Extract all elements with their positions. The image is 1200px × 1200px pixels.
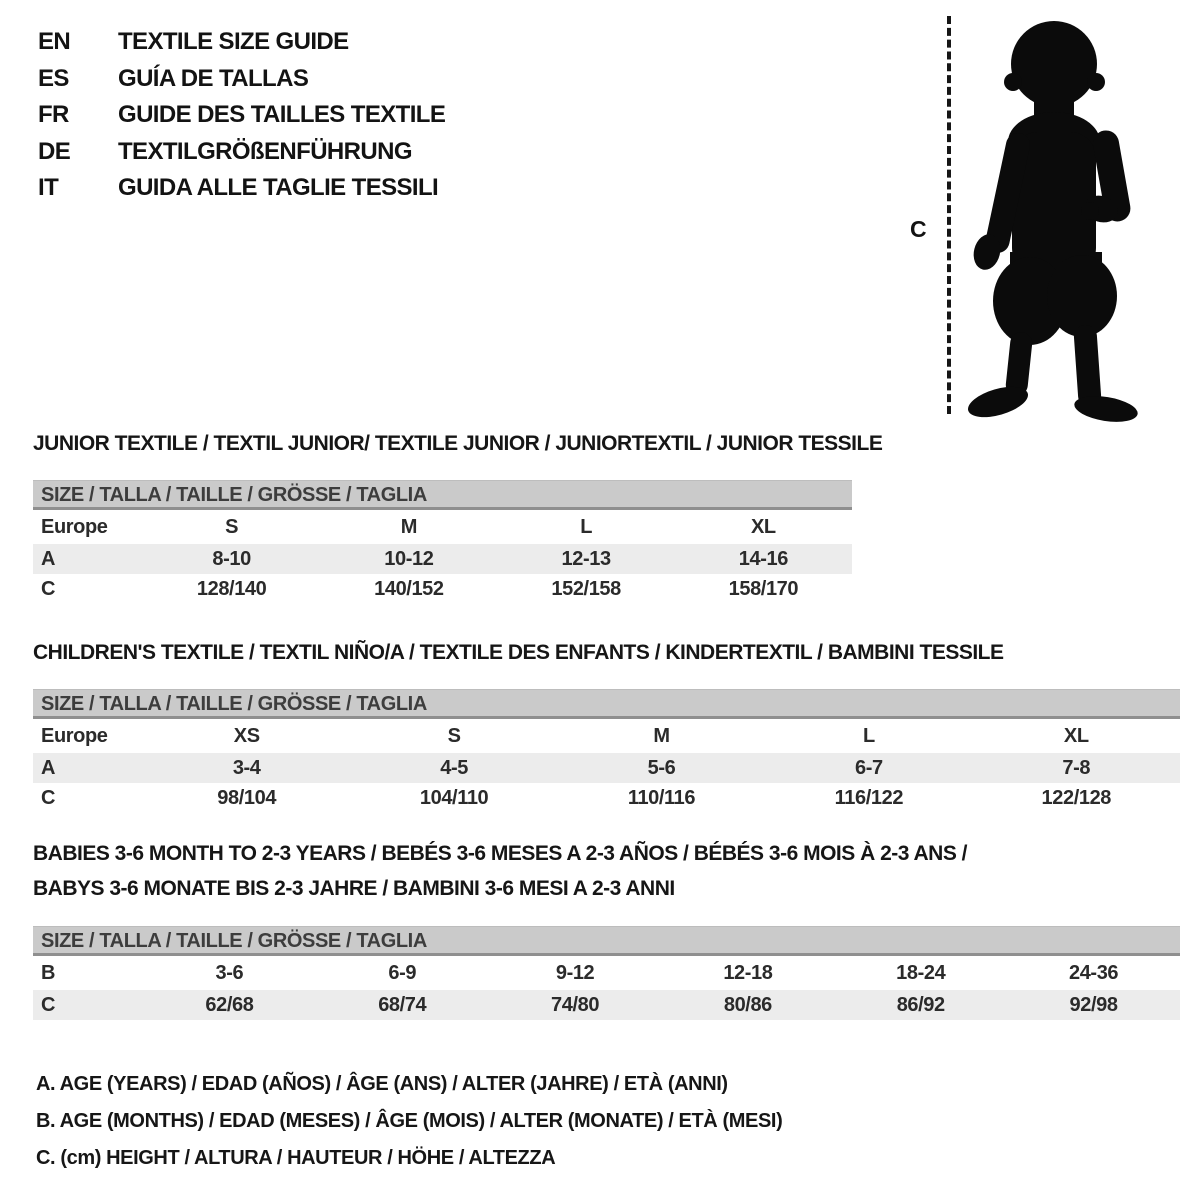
table-cell: 98/104 xyxy=(217,787,277,809)
table-cell: 128/140 xyxy=(196,578,267,600)
table-cell: 9-12 xyxy=(555,961,595,984)
size-column-header: XL xyxy=(750,515,776,538)
table-cell: 68/74 xyxy=(378,993,427,1016)
size-column-header: S xyxy=(447,724,461,747)
legend-line-c: C. (cm) HEIGHT / ALTURA / HAUTEUR / HÖHE / ALTEZZA xyxy=(36,1147,556,1169)
lang-row-en xyxy=(38,24,445,61)
size-column-header: XL xyxy=(1063,724,1089,747)
table-cell: 6-7 xyxy=(855,756,883,779)
row-label: A xyxy=(41,547,56,570)
size-column-header: XS xyxy=(233,724,260,747)
lang-row-fr xyxy=(38,97,445,134)
size-column-header: S xyxy=(225,515,239,538)
table-cell: 62/68 xyxy=(205,993,254,1016)
size-column-header: M xyxy=(400,515,417,538)
toddler-silhouette-image xyxy=(960,12,1145,422)
children-section-title: CHILDREN'S TEXTILE / TEXTIL NIÑO/A / TEXTILE DES ENFANTS / KINDERTEXTIL / BAMBINI TESSILE xyxy=(33,641,1004,664)
region-label: Europe xyxy=(41,515,108,538)
lang-title: TEXTILGRÖßENFÜHRUNG xyxy=(118,137,412,165)
table-row-sizes xyxy=(33,510,852,544)
table-cell: 74/80 xyxy=(551,993,600,1016)
table-cell: 12-18 xyxy=(723,961,773,984)
table-row-sizes xyxy=(33,719,1180,753)
table-cell: 5-6 xyxy=(647,756,676,779)
table-cell: 6-9 xyxy=(388,961,417,984)
lang-row-it xyxy=(38,170,445,207)
lang-row-de xyxy=(38,134,445,171)
lang-code: ES xyxy=(38,64,69,92)
size-header-bar: SIZE / TALLA / TAILLE / GRÖSSE / TAGLIA xyxy=(33,480,852,510)
table-cell: 3-6 xyxy=(215,961,244,984)
table-cell: 14-16 xyxy=(738,547,788,570)
table-row-months xyxy=(33,956,1180,990)
table-cell: 3-4 xyxy=(232,756,261,779)
babies-section-title-line2: BABYS 3-6 MONATE BIS 2-3 JAHRE / BAMBINI 3-6 MESI A 2-3 ANNI xyxy=(33,877,675,900)
table-cell: 92/98 xyxy=(1069,993,1118,1016)
legend-line-b: B. AGE (MONTHS) / EDAD (MESES) / ÂGE (MOIS) / ALTER (MONATE) / ETÀ (MESI) xyxy=(36,1110,783,1132)
table-cell: 10-12 xyxy=(384,547,434,570)
table-row-height xyxy=(33,574,852,605)
region-label: Europe xyxy=(41,724,108,747)
babies-table-grid xyxy=(33,956,1180,1020)
row-label: C xyxy=(41,578,56,600)
size-header-bar: SIZE / TALLA / TAILLE / GRÖSSE / TAGLIA xyxy=(33,689,1180,719)
junior-table-grid xyxy=(33,510,852,605)
language-title-list xyxy=(38,24,445,207)
table-cell: 12-13 xyxy=(561,547,611,570)
junior-section-title: JUNIOR TEXTILE / TEXTIL JUNIOR/ TEXTILE JUNIOR / JUNIORTEXTIL / JUNIOR TESSILE xyxy=(33,432,883,455)
table-cell: 110/116 xyxy=(627,787,696,809)
table-row-age xyxy=(33,544,852,574)
table-cell: 18-24 xyxy=(896,961,946,984)
babies-size-table xyxy=(33,926,1180,1020)
table-cell: 7-8 xyxy=(1062,756,1091,779)
lang-title: GUÍA DE TALLAS xyxy=(118,64,309,92)
lang-title: GUIDE DES TAILLES TEXTILE xyxy=(118,101,446,128)
table-cell: 86/92 xyxy=(896,993,945,1016)
table-cell: 4-5 xyxy=(440,756,468,779)
size-column-header: L xyxy=(580,515,593,538)
lang-row-es xyxy=(38,61,445,98)
row-label: C xyxy=(41,993,56,1016)
junior-size-table xyxy=(33,480,852,605)
babies-section-title-line1: BABIES 3-6 MONTH TO 2-3 YEARS / BEBÉS 3-6 MESES A 2-3 AÑOS / BÉBÉS 3-6 MOIS À 2-3 ANS / xyxy=(33,842,968,865)
table-cell: 80/86 xyxy=(723,993,772,1016)
height-measure-label: C xyxy=(910,216,927,242)
table-cell: 104/110 xyxy=(419,787,489,809)
size-column-header: L xyxy=(862,724,875,747)
legend-line-a: A. AGE (YEARS) / EDAD (AÑOS) / ÂGE (ANS) / ALTER (JAHRE) / ETÀ (ANNI) xyxy=(36,1073,728,1095)
children-table-grid xyxy=(33,719,1180,814)
row-label: C xyxy=(41,787,56,809)
lang-code: EN xyxy=(38,28,71,55)
table-row-height xyxy=(33,783,1180,814)
table-cell: 152/158 xyxy=(551,578,621,600)
table-row-age xyxy=(33,753,1180,783)
lang-code: FR xyxy=(38,101,69,128)
lang-title: GUIDA ALLE TAGLIE TESSILI xyxy=(118,174,439,201)
size-column-header: M xyxy=(653,724,670,747)
lang-title: TEXTILE SIZE GUIDE xyxy=(118,28,349,55)
children-size-table xyxy=(33,689,1180,814)
height-measure-dashed-line xyxy=(947,16,951,414)
lang-code: DE xyxy=(38,137,71,165)
table-cell: 24-36 xyxy=(1068,961,1119,984)
table-cell: 122/128 xyxy=(1041,787,1112,809)
measurement-legend xyxy=(36,1066,782,1177)
row-label: A xyxy=(41,756,56,779)
lang-code: IT xyxy=(38,174,59,201)
size-header-bar: SIZE / TALLA / TAILLE / GRÖSSE / TAGLIA xyxy=(33,926,1180,956)
table-cell: 158/170 xyxy=(728,578,799,600)
table-cell: 116/122 xyxy=(834,787,904,809)
row-label: B xyxy=(41,961,56,984)
table-cell: 140/152 xyxy=(374,578,444,600)
table-row-height xyxy=(33,990,1180,1020)
table-cell: 8-10 xyxy=(212,547,251,570)
